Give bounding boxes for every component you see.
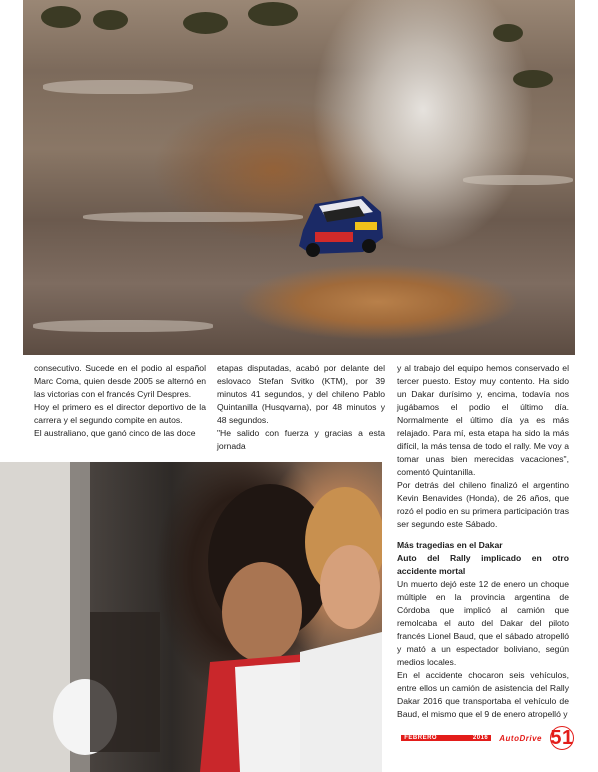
footer-year: 2016 bbox=[472, 735, 489, 741]
water-streak bbox=[83, 212, 303, 222]
section-subhead-continued: Auto del Rally implicado en otro accidente mortal bbox=[397, 553, 569, 576]
paragraph: "He salido con fuerza y gracias a esta jornada bbox=[217, 428, 385, 451]
footer-bar bbox=[401, 735, 491, 741]
water-streak bbox=[463, 175, 573, 185]
page-footer bbox=[401, 726, 574, 750]
bush-shape bbox=[493, 24, 523, 42]
bush-shape bbox=[513, 70, 553, 88]
footer-month: FEBRERO bbox=[404, 735, 438, 741]
paragraph: En el accidente chocaron seis vehículos, entre ellos un camión de asistencia del Rally Dakar 2016 que transportaba el vehículo de Baud, el mismo que el 9 de enero atropelló y bbox=[397, 670, 569, 719]
photo-illustration bbox=[0, 462, 382, 772]
paragraph: Por detrás del chileno finalizó el argentino Kevin Benavides (Honda), de 26 años, que rozó el podio en su primera participación tras ser segundo este Sábado. bbox=[397, 480, 569, 529]
spectators-photo bbox=[0, 462, 382, 772]
paragraph: El australiano, que ganó cinco de las doce bbox=[34, 428, 196, 438]
paragraph: y al trabajo del equipo hemos conservado el tercer puesto. Estoy muy contento. Ha sido un Dakar durísimo y, encima, todavía nos jugábamos el podio el último día. Normalmente el último día ya es más relajado. Para mí, esta etapa ha sido la más difícil, la más tensa de todo el rally. Me voy a tomar unas bien merecidas vacaciones", comentó Quintanilla. bbox=[397, 363, 569, 477]
article-column-3 bbox=[397, 362, 569, 721]
paragraph: etapas disputadas, acabó por delante del eslovaco Stefan Svitko (KTM), por 39 minutos 41 segundos, y del chileno Pablo Quintanilla (Husqvarna), por 48 minutos y 48 segundos. bbox=[217, 363, 385, 425]
page-number: 51 bbox=[550, 727, 574, 749]
magazine-logo: AutoDrive bbox=[499, 733, 542, 743]
article-column-1 bbox=[34, 362, 206, 440]
paragraph: consecutivo. Sucede en el podio al español Marc Coma, quien desde 2005 se alternó en las victorias con el francés Cyril Despres. bbox=[34, 363, 206, 399]
rally-photo bbox=[23, 0, 575, 355]
bush-shape bbox=[93, 10, 128, 30]
paragraph: Un muerto dejó este 12 de enero un choque múltiple en la provincia argentina de Córdoba que implicó al camión que remolcaba el auto del Dakar del piloto francés Lionel Baud, que el sábado atropelló y mató a un espectador boliviano, según medios locales. bbox=[397, 579, 569, 667]
water-streak bbox=[43, 80, 193, 94]
bush-shape bbox=[41, 6, 81, 28]
water-streak bbox=[33, 320, 213, 332]
paragraph: Hoy el primero es el director deportivo de la carrera y el segundo compite en autos. bbox=[34, 402, 206, 425]
rally-car-icon bbox=[293, 190, 388, 260]
bush-shape bbox=[248, 2, 298, 26]
bush-shape bbox=[183, 12, 228, 34]
article-column-2 bbox=[217, 362, 385, 453]
section-subhead: Más tragedias en el Dakar bbox=[397, 540, 503, 550]
